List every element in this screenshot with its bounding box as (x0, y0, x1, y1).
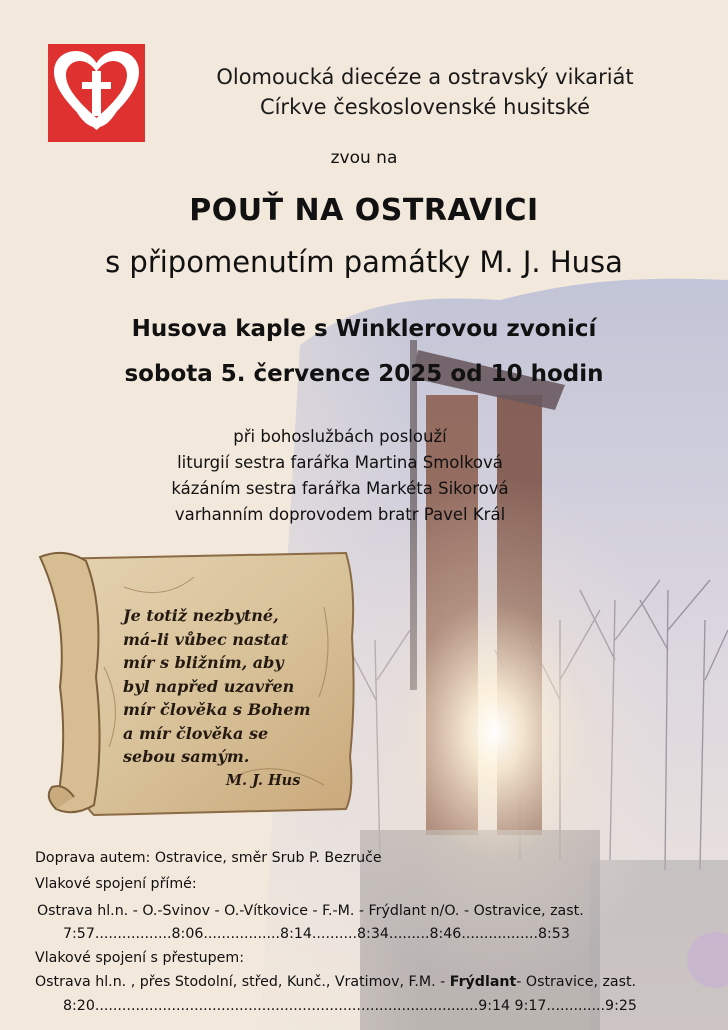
organizer (150, 62, 700, 122)
quote-line: sebou samým. (123, 747, 250, 766)
event-title: POUŤ NA OSTRAVICI (189, 193, 539, 228)
church-logo (48, 44, 145, 142)
organizer-line-2: Církve československé husitské (259, 95, 591, 119)
transfer-route-part: Ostrava hl.n. , přes Stodolní, střed, Kunč., Vratimov, F.M. - (35, 974, 450, 990)
hus-quote (123, 604, 353, 769)
direct-train-times: 7:57.................8:06.................8:14..........8:34.........8:46.................8:53 (63, 926, 570, 942)
ministers-list (100, 424, 580, 528)
invite-text: zvou na (330, 148, 398, 168)
quote-line: má-li vůbec nastat (123, 629, 289, 649)
quote-line: Je totiž nezbytné, (123, 606, 279, 625)
transfer-train-label: Vlakové spojení s přestupem: (35, 950, 244, 966)
transfer-route-part: - Ostravice, zast. (516, 974, 637, 990)
transfer-route-bold: Frýdlant (449, 974, 517, 990)
ministers-line: liturgií sestra farářka Martina Smolková (177, 453, 503, 472)
quote-line: byl napřed uzavřen (123, 676, 295, 696)
transfer-train-route (35, 974, 636, 990)
quote-line: mír člověka s Bohem (123, 700, 311, 719)
ministers-line: varhanním doprovodem bratr Pavel Král (174, 505, 506, 524)
organizer-line-1: Olomoucká diecéze a ostravský vikariát (216, 65, 634, 89)
event-subtitle: s připomenutím památky M. J. Husa (105, 245, 623, 279)
event-date: sobota 5. července 2025 od 10 hodin (124, 361, 604, 387)
direct-train-route: Ostrava hl.n. - O.-Svinov - O.-Vítkovice - F.-M. - Frýdlant n/O. - Ostravice, zast. (37, 903, 584, 919)
direct-train-label: Vlakové spojení přímé: (35, 876, 197, 892)
ministers-line: kázáním sestra farářka Markéta Sikorová (171, 479, 509, 498)
car-directions: Doprava autem: Ostravice, směr Srub P. Bezruče (35, 850, 382, 866)
quote-line: a mír člověka se (123, 723, 269, 743)
transfer-train-times: 8:20.....................................................................................9:14 9:17.............9:25 (63, 998, 637, 1014)
event-place: Husova kaple s Winklerovou zvonicí (131, 316, 597, 342)
ministers-line: při bohoslužbách poslouží (233, 427, 447, 446)
quote-line: mír s bližním, aby (123, 653, 284, 672)
quote-author: M. J. Hus (226, 772, 301, 789)
